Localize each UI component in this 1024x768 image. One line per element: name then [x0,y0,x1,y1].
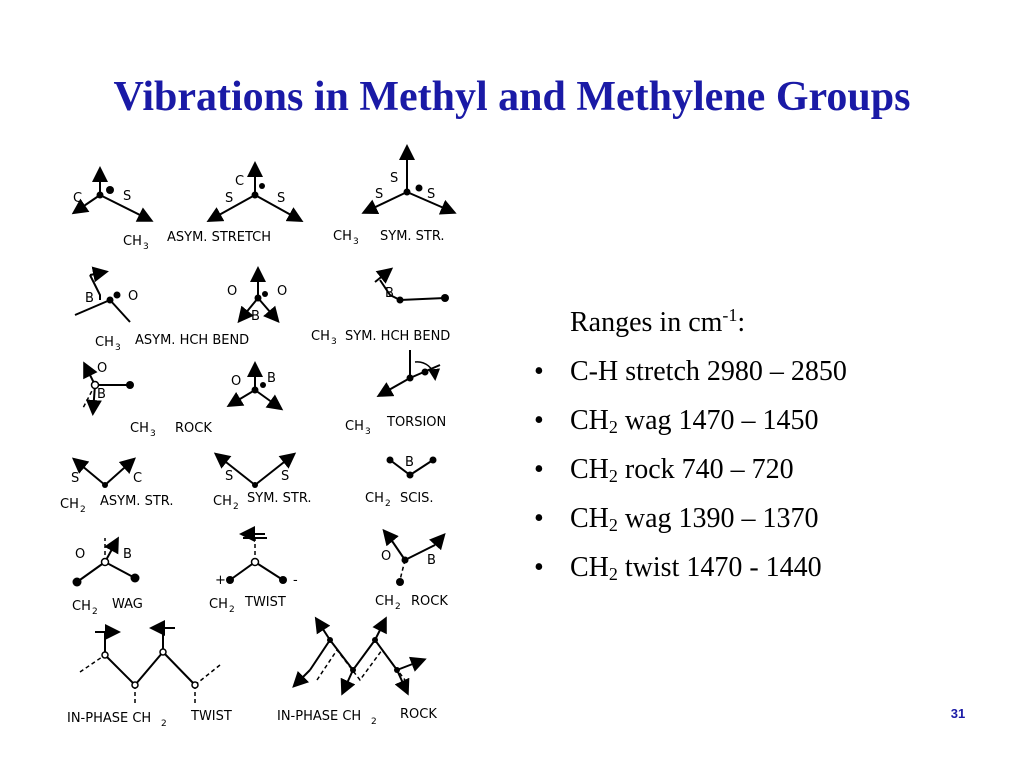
ch2-wag-sketch [73,538,140,587]
svg-text:S: S [225,191,234,206]
bullet-icon: • [534,356,544,387]
ch3-torsion-sketch [380,350,440,395]
svg-text:B: B [267,371,276,386]
ch3-sym-str-caption-mode: SYM. STR. [380,229,445,244]
ch2-rock-sketch [381,532,443,586]
svg-text:S: S [390,171,399,186]
ch3-asym-stretch-caption-group: CH [123,234,142,249]
svg-text:C: C [133,471,143,486]
svg-text:S: S [281,469,290,484]
ch3-sym-hch-bend-caption-mode: SYM. HCH BEND [345,329,451,344]
ch3-torsion-caption-mode: TORSION [387,415,447,430]
svg-text:2: 2 [371,717,377,727]
in-phase-ch2-twist-caption-mode: TWIST [191,709,232,724]
svg-text:S: S [427,187,436,202]
range-item-ch2-twist: • $CH_2$ twist 1470 - 1440 [530,543,1010,592]
in-phase-ch2-rock-caption-group: IN-PHASE CH [277,709,362,724]
svg-text:2: 2 [92,607,98,617]
ch3-asym-hch-bend-caption-mode: ASYM. HCH BEND [135,333,250,348]
ch2-asym-str-caption-group: CH [60,497,79,512]
ch2-twist-caption-group: CH [209,597,228,612]
slide-title: Vibrations in Methyl and Methylene Groups [113,74,911,120]
svg-text:3: 3 [365,427,371,437]
ch3-rock-a-sketch [83,361,134,412]
svg-text:O: O [381,549,392,564]
ch3-sym-str-caption-group: CH [333,229,352,244]
ch3-asym-hch-bend-a-sketch [75,272,138,322]
svg-text:C: C [235,174,245,189]
ch2-wag-caption-group: CH [72,599,91,614]
ch3-asym-stretch-caption-mode: ASYM. STRETCH [167,230,272,245]
range-item-ch2-wag-1: • $CH_2$ wag 1470 – 1450 [530,396,1010,445]
in-phase-ch2-twist-caption-group: IN-PHASE CH [67,711,152,726]
svg-text:B: B [85,291,94,306]
bullet-icon: • [534,503,544,534]
svg-text:3: 3 [150,429,156,439]
ch3-sym-str-sketch [365,148,453,212]
ch2-scis-caption-group: CH [365,491,384,506]
in-phase-ch2-twist-sketch [80,628,220,705]
svg-text:B: B [427,553,436,568]
ch2-rock-caption-mode: ROCK [411,594,448,609]
svg-text:S: S [123,189,132,204]
ch2-scis-caption-mode: SCIS. [400,491,434,506]
ch2-sym-str-sketch [217,455,293,488]
ch2-twist-sketch [215,534,298,588]
svg-text:3: 3 [143,242,149,252]
svg-text:S: S [71,471,80,486]
ch3-asym-hch-bend-caption-group: CH [95,335,114,350]
range-item-ch2-wag-2: • $CH_2$ wag 1390 – 1370 [530,494,1010,543]
ch2-sym-str-caption-group: CH [213,494,232,509]
bullet-icon: • [534,552,544,583]
svg-text:3: 3 [353,237,359,247]
page-number: 31 [950,706,966,721]
svg-text:B: B [251,309,260,324]
ranges-list [530,298,1010,592]
ch2-sym-str-caption-mode: SYM. STR. [247,491,312,506]
svg-text:B: B [97,387,106,402]
svg-text:2: 2 [80,505,86,515]
svg-text:2: 2 [385,499,391,509]
ch3-asym-stretch-b-sketch [210,165,300,220]
svg-text:2: 2 [229,605,235,615]
svg-text:B: B [123,547,132,562]
svg-text:O: O [277,284,288,299]
ch2-scis-sketch [387,455,437,479]
ch2-twist-caption-mode: TWIST [245,595,286,610]
svg-text:O: O [97,361,108,376]
range-item-ch-stretch: • C-H stretch 2980 – 2850 [530,347,1010,396]
svg-text:S: S [375,187,384,202]
range-item-ch2-rock: • $CH_2$ rock 740 – 720 [530,445,1010,494]
bullet-icon: • [534,454,544,485]
svg-text:O: O [231,374,242,389]
svg-text:O: O [227,284,238,299]
bullet-icon: • [534,405,544,436]
svg-text:3: 3 [115,343,121,353]
ch3-asym-hch-bend-b-sketch [227,270,287,324]
svg-text:B: B [385,286,394,301]
svg-text:S: S [225,469,234,484]
svg-text:2: 2 [395,602,401,612]
in-phase-ch2-rock-sketch [295,620,423,692]
ch2-rock-caption-group: CH [375,594,394,609]
svg-text:2: 2 [161,719,167,729]
svg-text:O: O [75,547,86,562]
ch3-asym-stretch-a-sketch [73,170,150,220]
ranges-heading: Ranges in $cm^{-1}$: [570,305,746,338]
svg-text:C: C [73,191,83,206]
ch2-asym-str-caption-mode: ASYM. STR. [100,494,174,509]
svg-text:S: S [277,191,286,206]
svg-text:O: O [128,289,139,304]
ch3-sym-hch-bend-caption-group: CH [311,329,330,344]
ch3-torsion-caption-group: CH [345,419,364,434]
svg-text:2: 2 [233,502,239,512]
svg-text:B: B [405,455,414,470]
ch3-rock-b-sketch [230,365,280,408]
ch2-wag-caption-mode: WAG [112,597,143,612]
svg-text:+: + [215,573,226,588]
svg-text:3: 3 [331,337,337,347]
in-phase-ch2-rock-caption-mode: ROCK [400,707,437,722]
ch3-rock-caption-mode: ROCK [175,421,212,436]
ch3-sym-hch-bend-sketch [375,270,449,304]
vibration-modes-figure [55,140,495,730]
vibration-modes-drawing [55,140,495,730]
ch2-asym-str-sketch [71,460,142,488]
ch3-rock-caption-group: CH [130,421,149,436]
svg-text:-: - [293,573,298,588]
